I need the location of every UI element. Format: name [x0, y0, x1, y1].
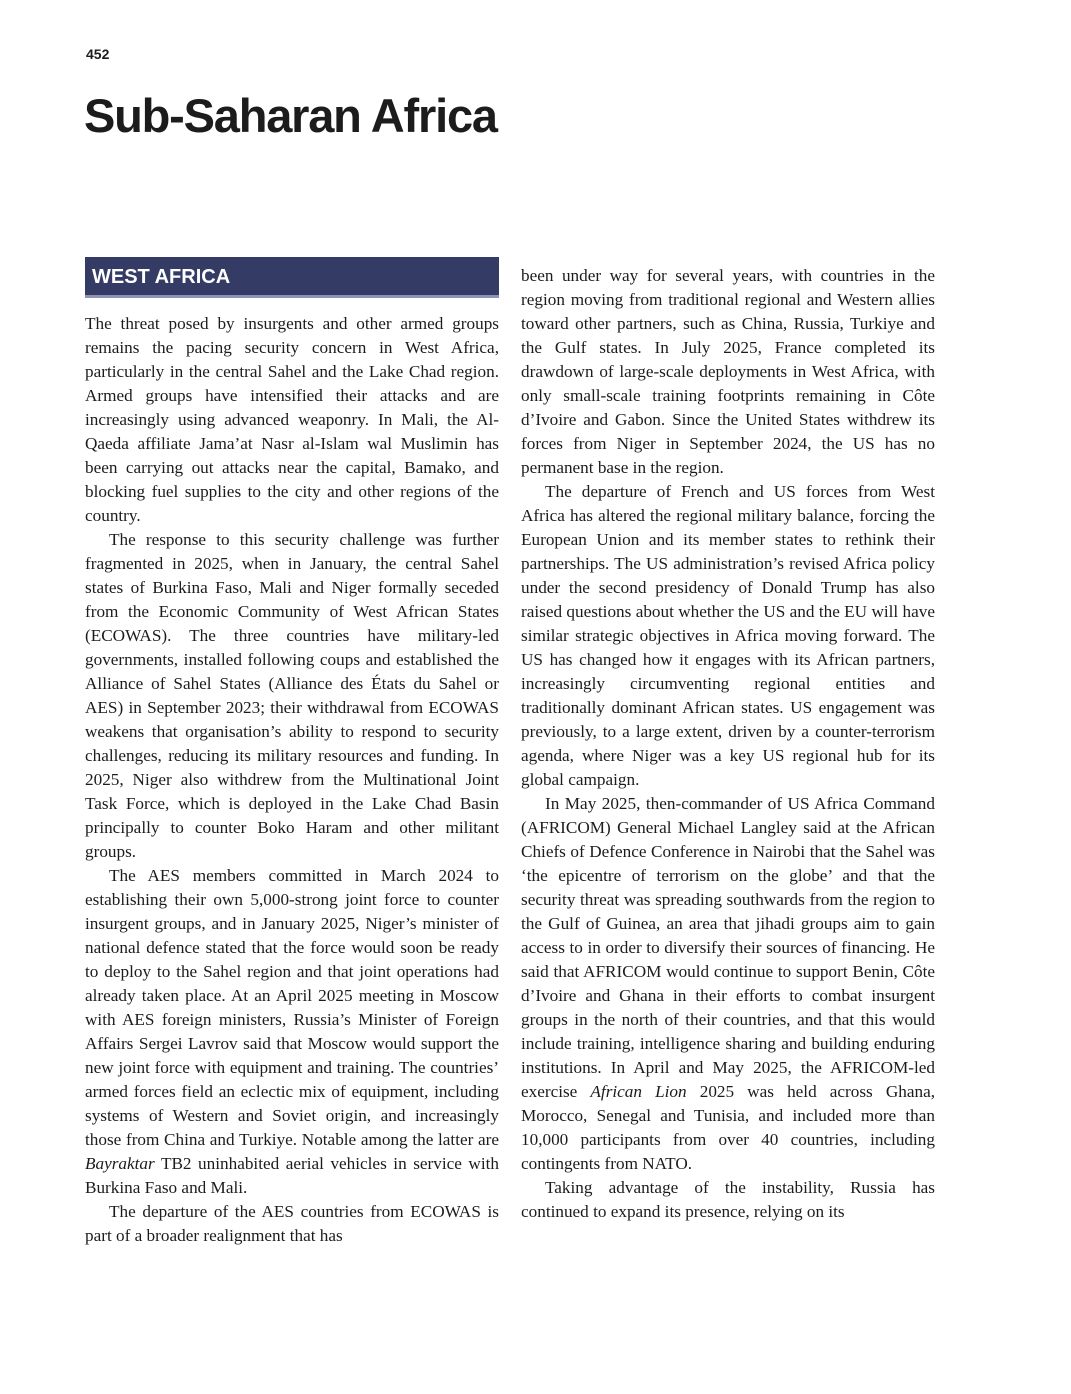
paragraph: Taking advantage of the instability, Russia has continued to expand its presence, relying on its	[521, 1178, 935, 1221]
paragraph: The threat posed by insurgents and other armed groups remains the pacing security concern in West Africa, particularly in the central Sahel and the Lake Chad region. Armed groups have intensified their attacks and are increasingly using advanced weaponry. In Mali, the Al-Qaeda affiliate Jama’at Nasr al-Islam wal Muslimin has been carrying out attacks near the capital, Bamako, and blocking fuel supplies to the city and other regions of the country.	[85, 314, 499, 525]
right-column	[521, 264, 935, 1224]
section-heading: WEST AFRICA	[85, 257, 499, 298]
paragraph-text: 2025 was held across Ghana, Morocco, Senegal and Tunisia, and included more than 10,000 participants from over 40 countries, including contingents from NATO.	[521, 1082, 936, 1173]
page-number: 452	[86, 46, 110, 62]
paragraph-text: TB2 uninhabited aerial vehicles in service with Burkina Faso and Mali.	[85, 1154, 499, 1197]
chapter-title: Sub-Saharan Africa	[84, 89, 497, 142]
paragraph: The departure of French and US forces from West Africa has altered the regional military balance, forcing the European Union and its member states to rethink their partnerships. The US administration’s revised Africa policy under the second presidency of Donald Trump has also raised questions about whether the US and the EU will have similar strategic objectives in Africa moving forward. The US has changed how it engages with its African partners, increasingly circumventing regional entities and traditionally dominant African states. US engagement was previously, to a large extent, driven by a counter-terrorism agenda, where Niger was a key US regional hub for its global campaign.	[521, 482, 935, 789]
paragraph	[521, 792, 935, 1176]
paragraph	[85, 864, 499, 1200]
paragraph: been under way for several years, with countries in the region moving from traditional regional and Western allies toward other partners, such as China, Russia, Turkiye and the Gulf states. In July 2025, France completed its drawdown of large-scale deployments in West Africa, with only small-scale training footprints remaining in Côte d’Ivoire and Gabon. Since the United States withdrew its forces from Niger in September 2024, the US has no permanent base in the region.	[521, 266, 935, 477]
paragraph-text: The AES members committed in March 2024 to establishing their own 5,000-strong joint force to counter insurgent groups, and in January 2025, Niger’s minister of national defence stated that the force would soon be ready to deploy to the Sahel region and that joint operations had already taken place. At an April 2025 meeting in Moscow with AES foreign ministers, Russia’s Minister of Foreign Affairs Sergei Lavrov said that Moscow would support the new joint force with equipment and training. The countries’ armed forces field an eclectic mix of equipment, including systems of Western and Soviet origin, and increasingly those from China and Turkiye. Notable among the latter are	[85, 866, 499, 1149]
paragraph: The departure of the AES countries from ECOWAS is part of a broader realignment that has	[85, 1202, 499, 1245]
paragraph-text: In May 2025, then-commander of US Africa Command (AFRICOM) General Michael Langley said at the African Chiefs of Defence Conference in Nairobi that the Sahel was ‘the epicentre of terrorism on the globe’ and that the security threat was spreading southwards from the region to the Gulf of Guinea, an area that jihadi groups aim to gain access to in order to diversify their sources of financing. He said that AFRICOM would continue to support Benin, Côte d’Ivoire and Ghana in their efforts to combat insurgent groups in the north of their countries, and that this would include training, intelligence sharing and building enduring institutions. In April and May 2025, the AFRICOM-led exercise	[521, 794, 935, 1101]
italic-term: African Lion	[590, 1082, 687, 1101]
left-column	[85, 312, 499, 1248]
paragraph: The response to this security challenge was further fragmented in 2025, when in January, the central Sahel states of Burkina Faso, Mali and Niger formally seceded from the Economic Community of West African States (ECOWAS). The three countries have military-led governments, installed following coups and established the Alliance of Sahel States (Alliance des États du Sahel or AES) in September 2023; their withdrawal from ECOWAS weakens that organisation’s ability to respond to security challenges, reducing its military resources and funding. In 2025, Niger also withdrew from the Multinational Joint Task Force, which is deployed in the Lake Chad Basin principally to counter Boko Haram and other militant groups.	[85, 530, 499, 861]
italic-term: Bayraktar	[85, 1154, 155, 1173]
